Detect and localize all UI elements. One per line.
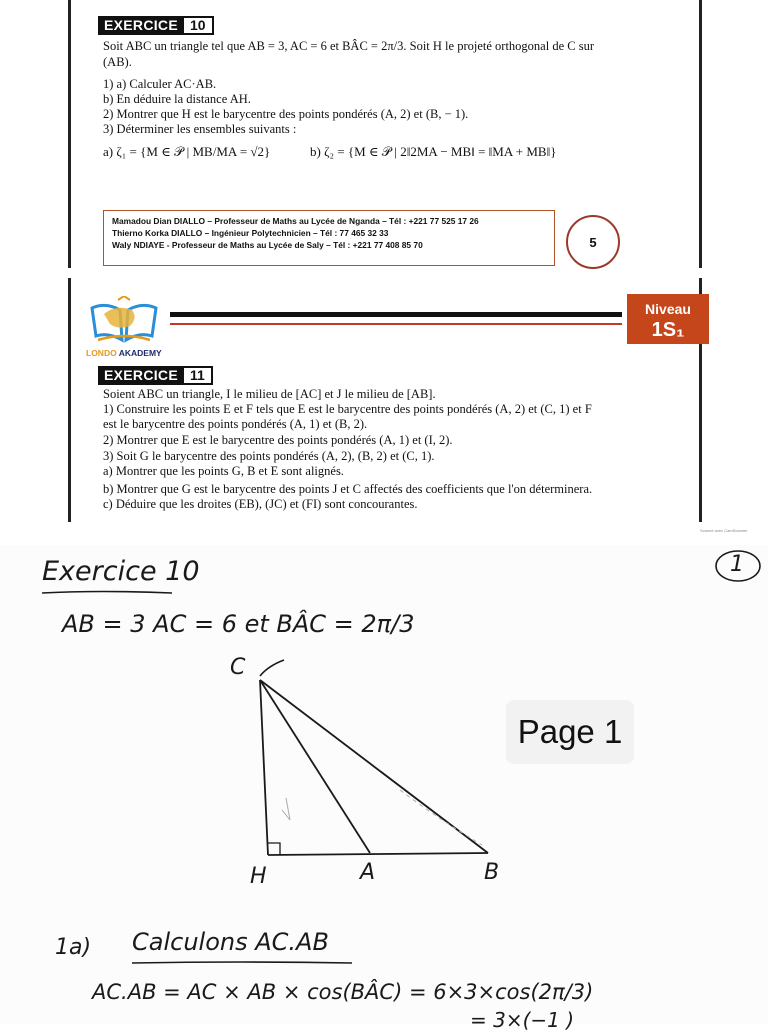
question-2: 2) Montrer que H est le barycentre des points pondérés (A, 2) et (B, − 1).: [103, 107, 469, 121]
header-rule-thin: [170, 323, 622, 325]
handwritten-title: Exercice 10: [42, 556, 200, 587]
niveau-value: 1S₁: [651, 319, 685, 341]
exercise-11-line: c) Déduire que les droites (EB), (JC) et (FI) sont concourantes.: [103, 497, 418, 511]
exercise-11-line: a) Montrer que les points G, B et E sont alignés.: [103, 464, 344, 478]
point-c-label: C: [230, 655, 246, 680]
exercise-10-header: [98, 16, 214, 35]
exercise-10-statement: Soit ABC un triangle tel que AB = 3, AC = 6 et BÂC = 2π/3. Soit H le projeté orthogonal de C sur: [103, 39, 594, 53]
handwritten-givens: AB = 3 AC = 6 et BÂC = 2π/3: [62, 610, 415, 638]
page-border-left-2: [68, 278, 71, 522]
exercise-11-line: 2) Montrer que E est le barycentre des points pondérés (A, 1) et (I, 2).: [103, 433, 453, 447]
step-label: 1a): [55, 935, 92, 960]
handwritten-partial-result: = 3×(−1 ): [470, 1008, 575, 1032]
page-tag: Page 1: [506, 700, 634, 764]
point-a-label: A: [360, 860, 376, 885]
authors-credits-box: [103, 210, 555, 266]
exercise-label: EXERCICE: [98, 16, 184, 35]
scanner-watermark: Scanné avec CamScanner: [700, 528, 748, 533]
handwritten-formula: AC.AB = AC × AB × cos(BÂC) = 6×3×cos(2π/3): [92, 980, 594, 1004]
exercise-number: 11: [184, 366, 213, 385]
question-3b: b) ζ₂ = {M ∈ 𝒫 | 2‖2MA − MB‖ = ‖MA + MB‖}: [310, 144, 557, 159]
title-underline: [40, 590, 175, 596]
exercise-11-line: b) Montrer que G est le barycentre des points J et C affectés des coefficients que l'on déterminera.: [103, 482, 593, 496]
triangle-figure: [220, 650, 520, 860]
step-title-underline: [130, 960, 355, 966]
question-3a: a) ζ₁ = {M ∈ 𝒫 | MB/MA = √2}: [103, 144, 271, 159]
question-3: 3) Déterminer les ensembles suivants :: [103, 122, 297, 136]
niveau-badge: [627, 294, 709, 344]
question-1b: b) En déduire la distance AH.: [103, 92, 251, 106]
page-number-badge: 5: [566, 215, 620, 269]
exercise-10-statement-cont: (AB).: [103, 55, 132, 69]
step-title: Calculons AC.AB: [132, 928, 329, 956]
header-rule-thick: [170, 312, 622, 317]
handwritten-page-number: 1: [730, 552, 744, 577]
credit-line: Mamadou Dian DIALLO – Professeur de Maths au Lycée de Nganda – Tél : +221 77 525 17 26: [112, 216, 479, 226]
niveau-label: Niveau: [645, 301, 691, 317]
brand-name: [86, 348, 162, 358]
brand-part-1: LONDO: [86, 348, 117, 358]
brand-part-2: AKADEMY: [118, 348, 162, 358]
credit-line: Waly NDIAYE - Professeur de Maths au Lycée de Saly – Tél : +221 77 408 85 70: [112, 240, 423, 250]
exercise-number: 10: [184, 16, 214, 35]
exercise-label: EXERCICE: [98, 366, 184, 385]
exercise-11-line: 1) Construire les points E et F tels que E est le barycentre des points pondérés (A, 2) et (C, 1) et F: [103, 402, 592, 416]
credit-line: Thierno Korka DIALLO – Ingénieur Polytechnicien – Tél : 77 465 32 33: [112, 228, 389, 238]
point-h-label: H: [250, 864, 267, 889]
exercise-11-header: [98, 366, 213, 385]
exercise-11-line: 3) Soit G le barycentre des points pondérés (A, 2), (B, 2) et (C, 1).: [103, 449, 435, 463]
exercise-11-line: est le barycentre des points pondérés (A, 1) et (B, 2).: [103, 417, 368, 431]
page-border-left: [68, 0, 71, 268]
londo-akademy-logo-icon: [88, 296, 160, 346]
question-1a: 1) a) Calculer AC·AB.: [103, 77, 217, 91]
exercise-11-line: Soient ABC un triangle, I le milieu de [AC] et J le milieu de [AB].: [103, 387, 436, 401]
point-b-label: B: [484, 860, 500, 885]
page-border-right: [699, 0, 702, 268]
